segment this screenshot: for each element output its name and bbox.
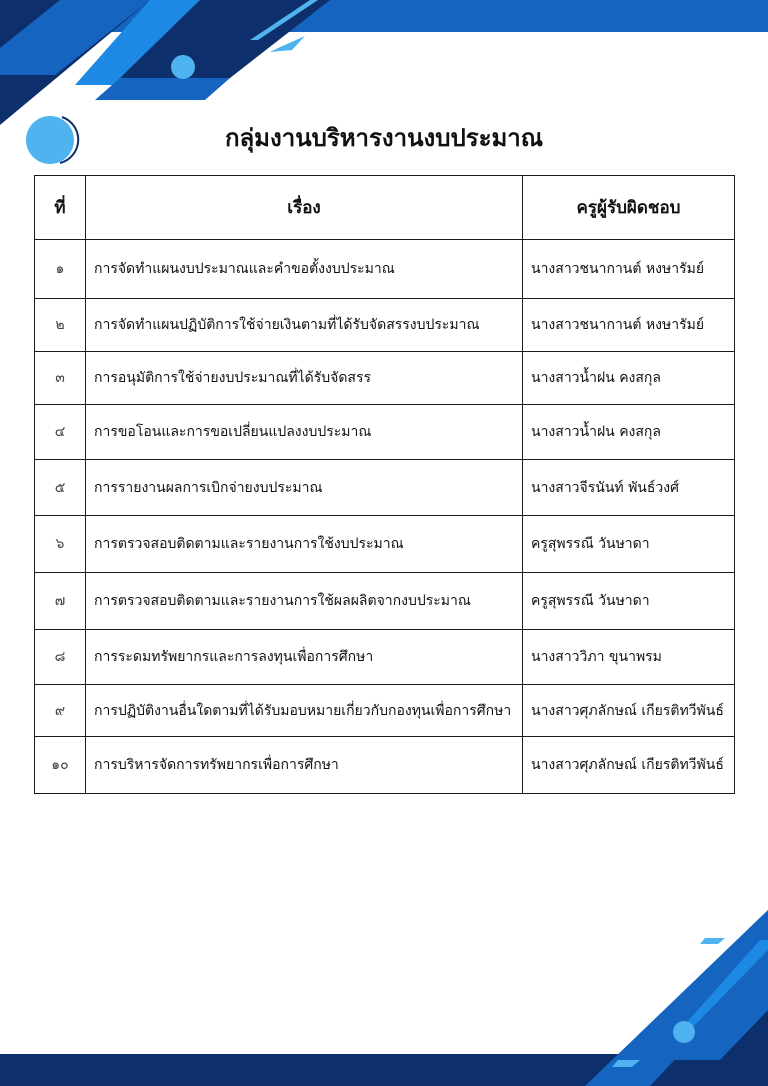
table-header-row bbox=[35, 176, 735, 240]
row-subject: การปฏิบัติงานอื่นใดตามที่ได้รับมอบหมายเกี่ยวกับกองทุนเพื่อการศึกษา bbox=[86, 685, 523, 737]
row-subject: การจัดทำแผนปฏิบัติการใช้จ่ายเงินตามที่ได้รับจัดสรรงบประมาณ bbox=[86, 299, 523, 352]
row-responsible: นางสาวชนากานต์ หงษารัมย์ bbox=[523, 240, 735, 299]
row-responsible: นางสาวน้ำฝน คงสกุล bbox=[523, 405, 735, 460]
row-responsible: ครูสุพรรณี วันษาดา bbox=[523, 516, 735, 573]
table-row bbox=[35, 240, 735, 299]
row-number: ๗ bbox=[35, 573, 86, 630]
top-dot bbox=[171, 55, 195, 79]
row-subject: การระดมทรัพยากรและการลงทุนเพื่อการศึกษา bbox=[86, 630, 523, 685]
row-subject: การรายงานผลการเบิกจ่ายงบประมาณ bbox=[86, 460, 523, 516]
row-number: ๙ bbox=[35, 685, 86, 737]
table-row bbox=[35, 299, 735, 352]
table-row bbox=[35, 460, 735, 516]
table-row bbox=[35, 573, 735, 630]
bottom-dot bbox=[673, 1021, 695, 1043]
row-subject: การบริหารจัดการทรัพยากรเพื่อการศึกษา bbox=[86, 737, 523, 794]
row-responsible: นางสาวชนากานต์ หงษารัมย์ bbox=[523, 299, 735, 352]
responsibility-table bbox=[34, 175, 735, 794]
row-number: ๖ bbox=[35, 516, 86, 573]
table-row bbox=[35, 685, 735, 737]
row-subject: การตรวจสอบติดตามและรายงานการใช้งบประมาณ bbox=[86, 516, 523, 573]
row-number: ๒ bbox=[35, 299, 86, 352]
header-responsible: ครูผู้รับผิดชอบ bbox=[523, 176, 735, 240]
table-row bbox=[35, 405, 735, 460]
table-row bbox=[35, 737, 735, 794]
row-number: ๕ bbox=[35, 460, 86, 516]
row-subject: การขอโอนและการขอเปลี่ยนแปลงงบประมาณ bbox=[86, 405, 523, 460]
row-responsible: นางสาววิภา ขุนาพรม bbox=[523, 630, 735, 685]
row-responsible: นางสาวน้ำฝน คงสกุล bbox=[523, 352, 735, 405]
row-responsible: นางสาวศุภลักษณ์ เกียรติทวีพันธ์ bbox=[523, 737, 735, 794]
row-number: ๔ bbox=[35, 405, 86, 460]
row-number: ๑ bbox=[35, 240, 86, 299]
row-number: ๘ bbox=[35, 630, 86, 685]
row-responsible: นางสาวศุภลักษณ์ เกียรติทวีพันธ์ bbox=[523, 685, 735, 737]
bottom-accent bbox=[700, 938, 725, 944]
row-subject: การจัดทำแผนงบประมาณและคำขอตั้งงบประมาณ bbox=[86, 240, 523, 299]
row-responsible: ครูสุพรรณี วันษาดา bbox=[523, 573, 735, 630]
header-subject: เรื่อง bbox=[86, 176, 523, 240]
row-subject: การอนุมัติการใช้จ่ายงบประมาณที่ได้รับจัดสรร bbox=[86, 352, 523, 405]
row-number: ๑๐ bbox=[35, 737, 86, 794]
header-number: ที่ bbox=[35, 176, 86, 240]
page-title: กลุ่มงานบริหารงานงบประมาณ bbox=[224, 124, 544, 152]
row-responsible: นางสาวจีรนันท์ พันธ์วงศ์ bbox=[523, 460, 735, 516]
table-row bbox=[35, 516, 735, 573]
row-number: ๓ bbox=[35, 352, 86, 405]
table-row bbox=[35, 630, 735, 685]
row-subject: การตรวจสอบติดตามและรายงานการใช้ผลผลิตจากงบประมาณ bbox=[86, 573, 523, 630]
table-row bbox=[35, 352, 735, 405]
